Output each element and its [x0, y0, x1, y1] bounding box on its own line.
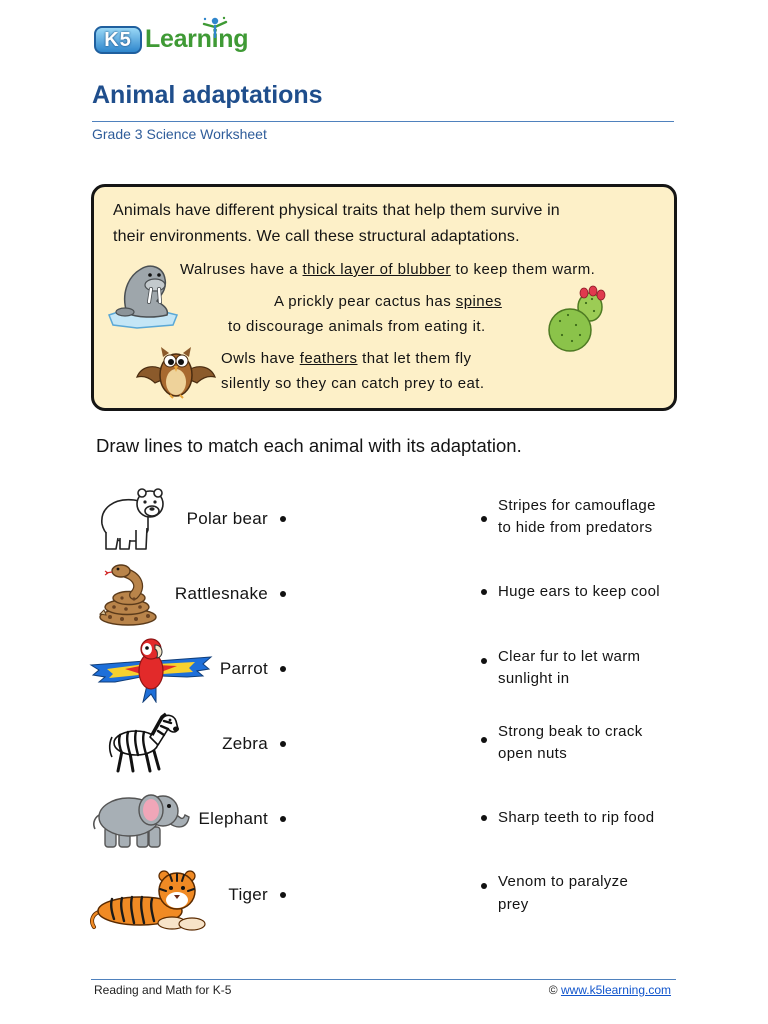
footer-divider — [91, 979, 676, 980]
cactus-fact-underlined: spines — [455, 293, 502, 310]
zebra-illustration — [106, 707, 182, 775]
animal-label-tiger: Tiger — [228, 885, 268, 904]
rattlesnake-illustration — [96, 559, 160, 627]
owl-fact-line-1 — [221, 348, 472, 370]
adaptation-beak-line-1: Strong beak to crack — [498, 723, 643, 740]
adaptation-match-dot — [481, 589, 487, 595]
adaptation-match-dot — [481, 658, 487, 664]
page-subtitle: Grade 3 Science Worksheet — [92, 126, 267, 142]
adaptation-match-dot — [481, 883, 487, 889]
walrus-illustration — [107, 255, 179, 329]
cactus-illustration — [546, 285, 608, 353]
animal-label-rattlesnake: Rattlesnake — [174, 584, 268, 603]
walrus-fact-end: to keep them warm. — [450, 261, 596, 278]
logo-figure-icon — [202, 16, 228, 38]
walrus-fact-start: Walruses have a — [180, 261, 303, 278]
logo-wordmark: Learning — [145, 25, 249, 53]
tiger-illustration — [90, 861, 208, 931]
adaptation-match-dot — [481, 737, 487, 743]
animal-label-parrot: Parrot — [219, 659, 268, 678]
walrus-fact-underlined: thick layer of blubber — [302, 261, 451, 278]
copyright-symbol: © — [548, 983, 558, 997]
animal-match-dot — [280, 666, 286, 672]
page-title: Animal adaptations — [92, 81, 323, 109]
adaptation-ears: Huge ears to keep cool — [498, 583, 660, 600]
animal-match-dot — [280, 516, 286, 522]
animal-label-elephant: Elephant — [198, 809, 268, 828]
owl-fact-end: that let them fly — [357, 350, 472, 367]
adaptation-match-dot — [481, 516, 487, 522]
adaptation-venom-line-2: prey — [498, 896, 529, 913]
animal-label-zebra: Zebra — [222, 734, 268, 753]
owl-fact-line-2: silently so they can catch prey to eat. — [221, 375, 485, 392]
footer-tagline: Reading and Math for K-5 — [94, 983, 232, 997]
adaptation-fur-line-1: Clear fur to let warm — [498, 648, 641, 665]
footer-copyright — [549, 983, 671, 997]
adaptation-stripes-line-1: Stripes for camouflage — [498, 497, 656, 514]
adaptation-stripes-line-2: to hide from predators — [498, 519, 653, 536]
animal-match-dot — [280, 892, 286, 898]
owl-fact-underlined: feathers — [299, 350, 358, 367]
adaptation-match-dot — [481, 815, 487, 821]
intro-line-1: Animals have different physical traits that help them survive in — [113, 202, 560, 219]
owl-fact-start: Owls have — [221, 350, 300, 367]
adaptation-teeth: Sharp teeth to rip food — [498, 809, 655, 826]
walrus-fact — [180, 259, 595, 281]
elephant-illustration — [89, 785, 191, 851]
animal-match-dot — [280, 741, 286, 747]
k5-learning-logo — [94, 16, 258, 58]
owl-illustration — [135, 345, 217, 399]
cactus-fact-line-1 — [274, 291, 502, 313]
animal-match-dot — [280, 591, 286, 597]
animal-match-dot — [280, 816, 286, 822]
adaptation-venom-line-1: Venom to paralyze — [498, 873, 629, 890]
intro-line-2: their environments. We call these structural adaptations. — [113, 228, 520, 245]
parrot-illustration — [89, 635, 213, 703]
polar-bear-illustration — [96, 484, 168, 552]
adaptation-beak-line-2: open nuts — [498, 745, 568, 762]
instruction-text: Draw lines to match each animal with its adaptation. — [96, 435, 522, 456]
logo-k5-badge: K5 — [94, 26, 142, 54]
cactus-fact-line-2: to discourage animals from eating it. — [228, 318, 486, 335]
animal-label-polar-bear: Polar bear — [186, 509, 268, 528]
title-divider — [92, 121, 674, 122]
cactus-fact-start: A prickly pear cactus has — [274, 293, 456, 310]
adaptation-fur-line-2: sunlight in — [498, 670, 570, 687]
k5learning-link[interactable]: www.k5learning.com — [560, 983, 671, 997]
